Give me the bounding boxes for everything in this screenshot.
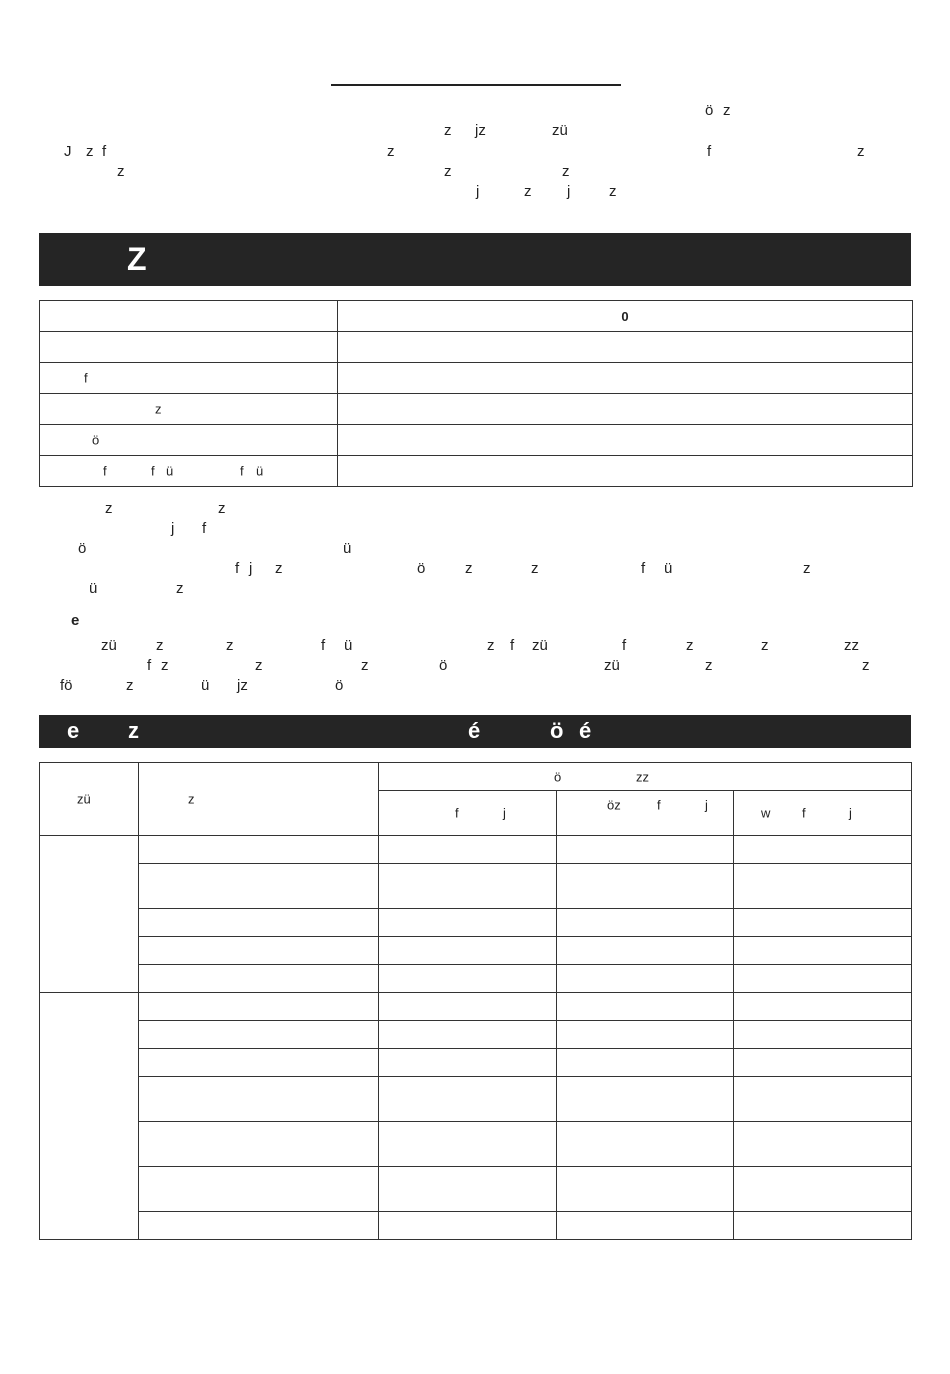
body-text: jz [237, 677, 248, 694]
intro-text: z [86, 143, 94, 160]
body-text: z [465, 560, 473, 577]
table-header-row [40, 763, 912, 791]
group-header-label: ö [554, 769, 562, 784]
table-cell [139, 993, 379, 1021]
row-label: f [84, 370, 88, 386]
table-cell [734, 965, 912, 993]
table-cell [338, 425, 913, 456]
table-cell [557, 965, 734, 993]
table-cell [379, 1212, 557, 1240]
table-cell [557, 937, 734, 965]
table-cell [557, 1122, 734, 1167]
row-label: ü [166, 463, 174, 479]
table-cell [40, 332, 338, 363]
group-cell [40, 836, 139, 993]
body-text: zü [101, 637, 117, 654]
table-cell [379, 864, 557, 909]
intro-text: z [609, 183, 617, 200]
table-cell [379, 1077, 557, 1122]
table-cell [734, 1122, 912, 1167]
body-text: zü [604, 657, 620, 674]
table-cell [734, 1212, 912, 1240]
row-label: f [103, 463, 107, 479]
table-row [40, 456, 913, 487]
body-text: z [126, 677, 134, 694]
table-row [40, 864, 912, 909]
intro-text: z [444, 122, 452, 139]
section-heading: ö [550, 718, 564, 743]
sub-header-label: j [705, 797, 708, 813]
table-cell [139, 836, 379, 864]
body-text: ö [439, 657, 448, 674]
table-cell [557, 864, 734, 909]
table-cell [40, 394, 338, 425]
table-cell [338, 394, 913, 425]
body-text: ö [417, 560, 426, 577]
table-cell [734, 937, 912, 965]
body-text: z [531, 560, 539, 577]
table-cell [40, 456, 338, 487]
body-text: j [249, 560, 253, 577]
table-row [40, 394, 913, 425]
section-heading: z [128, 718, 139, 743]
table-row [40, 909, 912, 937]
table-cell [734, 993, 912, 1021]
group-header-label: zz [636, 769, 649, 784]
intro-text: J [64, 143, 72, 160]
body-text: f [147, 657, 152, 674]
row-label: z [155, 401, 162, 417]
body-text: f [622, 637, 627, 654]
table-row [40, 363, 913, 394]
sub-header-label: w [761, 805, 771, 821]
body-text: ü [664, 560, 673, 577]
table-row [40, 965, 912, 993]
section-heading-bar [39, 233, 911, 286]
intro-text: z [562, 163, 570, 180]
table-cell [557, 1167, 734, 1212]
section-heading: e [67, 718, 80, 743]
body-text: f [510, 637, 515, 654]
body-text: z [705, 657, 713, 674]
header-value: 0 [621, 308, 629, 324]
table-cell [338, 332, 913, 363]
table-cell [379, 1167, 557, 1212]
table-cell [40, 363, 338, 394]
body-text: ü [201, 677, 210, 694]
body-text: z [176, 580, 184, 597]
table-cell [557, 1021, 734, 1049]
sub-header-label: f [657, 797, 661, 813]
sub-header [557, 791, 734, 836]
intro-text: zü [552, 122, 568, 139]
intro-text: j [476, 183, 480, 200]
column-header [139, 763, 379, 836]
intro-text: f [102, 143, 107, 160]
body-text: zü [532, 637, 548, 654]
table-cell [379, 1049, 557, 1077]
sub-header-label: j [849, 805, 852, 821]
intro-text: j [567, 183, 571, 200]
table-cell [139, 864, 379, 909]
sub-header-label: f [455, 805, 459, 821]
intro-text: z [524, 183, 532, 200]
table-cell [338, 301, 913, 332]
sub-header-label: j [503, 805, 506, 821]
body-text: ö [78, 540, 87, 557]
title-underline [331, 84, 621, 86]
intro-text: jz [475, 122, 486, 139]
table-cell [557, 1212, 734, 1240]
body-text: j [171, 520, 175, 537]
body-text: z [686, 637, 694, 654]
table-row [40, 937, 912, 965]
intro-text: f [707, 143, 712, 160]
body-text: f [235, 560, 240, 577]
intro-text: z [387, 143, 395, 160]
group-header [379, 763, 912, 791]
intro-text: z [117, 163, 125, 180]
table-cell [557, 1049, 734, 1077]
section-heading: é [468, 718, 481, 743]
table-cell [734, 1077, 912, 1122]
table-row [40, 1049, 912, 1077]
table-row [40, 1122, 912, 1167]
body-text: z [361, 657, 369, 674]
column-header-label: zü [77, 791, 91, 807]
intro-text: z [723, 102, 731, 119]
group-cell [40, 993, 139, 1240]
body-text: z [487, 637, 495, 654]
info-table [39, 300, 913, 487]
table-cell [379, 1122, 557, 1167]
body-text: z [105, 500, 113, 517]
body-text: z [803, 560, 811, 577]
table-cell [40, 301, 338, 332]
row-label: ü [256, 463, 264, 479]
body-text: f [641, 560, 646, 577]
table-cell [557, 993, 734, 1021]
body-text: zz [844, 637, 859, 654]
body-text: ü [344, 637, 353, 654]
body-text: z [218, 500, 226, 517]
table-cell [139, 909, 379, 937]
table-cell [338, 363, 913, 394]
table-cell [40, 425, 338, 456]
body-text: z [255, 657, 263, 674]
paragraph-lead: e [71, 612, 80, 629]
table-cell [557, 1077, 734, 1122]
table-cell [379, 909, 557, 937]
table-cell [734, 1167, 912, 1212]
body-text: z [275, 560, 283, 577]
body-text: z [161, 657, 169, 674]
table-row [40, 332, 913, 363]
table-cell [338, 456, 913, 487]
table-cell [379, 937, 557, 965]
row-label: f [240, 463, 244, 479]
body-text: z [226, 637, 234, 654]
row-label: ö [92, 432, 100, 448]
body-text: ü [89, 580, 98, 597]
table-cell [379, 836, 557, 864]
intro-text: z [857, 143, 865, 160]
table-row [40, 1077, 912, 1122]
table-row [40, 301, 913, 332]
body-text: f [202, 520, 207, 537]
table-cell [734, 1021, 912, 1049]
section-heading-bar [39, 715, 911, 748]
table-cell [139, 1167, 379, 1212]
table-cell [139, 965, 379, 993]
row-label: f [151, 463, 155, 479]
intro-text: ö [705, 102, 714, 119]
body-text: ö [335, 677, 344, 694]
body-text: z [156, 637, 164, 654]
table-cell [557, 909, 734, 937]
section-heading: Z [127, 241, 147, 277]
table-cell [139, 937, 379, 965]
sub-header [734, 791, 912, 836]
table-cell [139, 1122, 379, 1167]
section-heading: é [579, 718, 592, 743]
column-header [40, 763, 139, 836]
table-cell [557, 836, 734, 864]
body-text: ü [343, 540, 352, 557]
intro-text: z [444, 163, 452, 180]
table-row [40, 425, 913, 456]
sub-header-label: öz [607, 797, 621, 813]
table-cell [379, 965, 557, 993]
table-cell [379, 993, 557, 1021]
table-cell [734, 864, 912, 909]
table-cell [734, 909, 912, 937]
body-text: f [321, 637, 326, 654]
table-row [40, 1021, 912, 1049]
table-cell [139, 1049, 379, 1077]
table-row [40, 836, 912, 864]
table-row [40, 993, 912, 1021]
table-cell [139, 1212, 379, 1240]
body-text: fö [60, 677, 73, 694]
table-row [40, 1167, 912, 1212]
table-cell [379, 1021, 557, 1049]
body-text: z [761, 637, 769, 654]
table-cell [734, 1049, 912, 1077]
table-cell [734, 836, 912, 864]
body-text: z [862, 657, 870, 674]
sub-header-label: f [802, 805, 806, 821]
sub-header [379, 791, 557, 836]
table-cell [139, 1077, 379, 1122]
column-header-label: z [188, 791, 195, 807]
table-row [40, 1212, 912, 1240]
table-cell [139, 1021, 379, 1049]
schedule-table [39, 762, 912, 1240]
